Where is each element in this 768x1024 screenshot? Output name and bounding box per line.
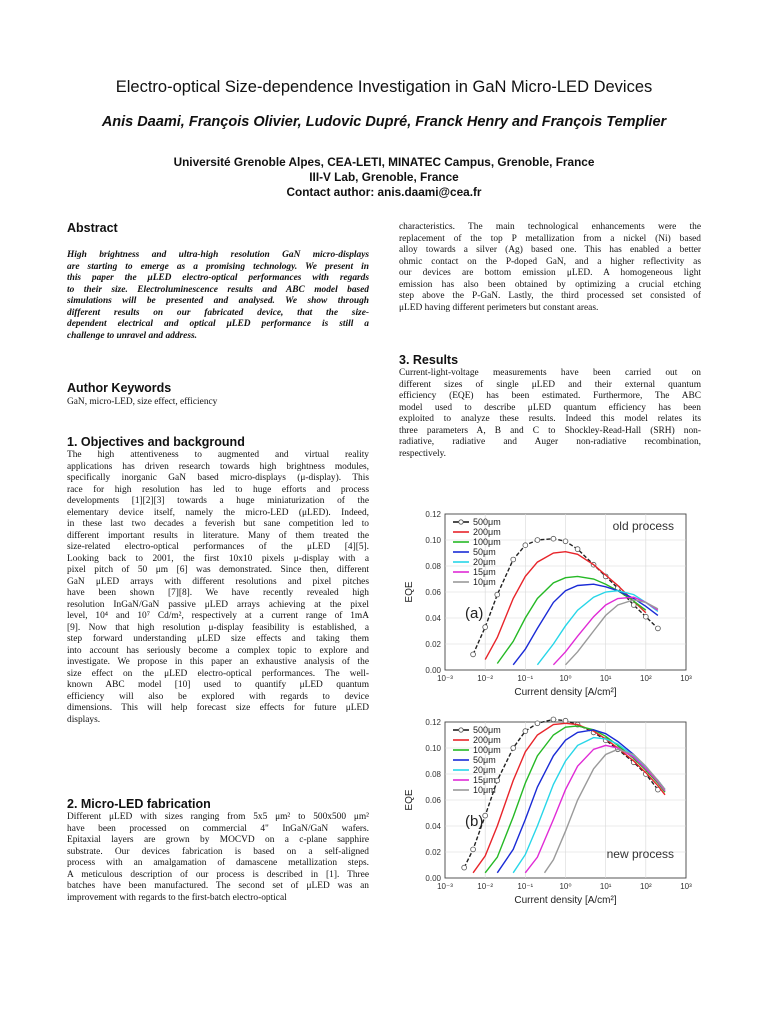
text-line: [9]. Now that high resolution μ-display feasibility is established, a (67, 622, 369, 633)
author-list: Anis Daami, François Olivier, Ludovic Dupré, Franck Henry and François Templier (101, 114, 667, 130)
eqe-chart-b (400, 712, 702, 910)
data-point (462, 865, 467, 870)
x-axis-label: Current density [A/cm²] (514, 687, 617, 698)
x-tick-label: 10⁻¹ (517, 882, 534, 891)
y-tick-label: 0.06 (425, 796, 441, 805)
text-line: simulations will be presented and analysed. We show through (67, 296, 369, 306)
text-line: different results on our fabricated device, that the size- (67, 307, 369, 318)
data-point (483, 625, 488, 630)
process-label: new process (606, 847, 674, 861)
legend-label: 10μm (473, 577, 496, 587)
text-line: respectively. (399, 448, 447, 459)
data-point (511, 746, 516, 751)
text-line: dependent electrical and optical μLED performance is still a (67, 319, 369, 329)
x-tick-label: 10² (640, 882, 652, 891)
text-line: displays. (67, 714, 101, 725)
panel-label: (a) (465, 605, 484, 622)
x-axis-label: Current density [A/cm²] (514, 895, 617, 906)
text-line: investigate. We propose in this paper an exhaustive analysis of the (67, 657, 369, 667)
text-line: Current-light-voltage measurements have been carried out on (399, 368, 701, 378)
text-line: High brightness and ultra-high resolution GaN micro-displays (67, 250, 369, 260)
x-tick-label: 10⁰ (559, 882, 572, 891)
legend-label: 10μm (473, 785, 496, 795)
legend-marker (459, 520, 463, 524)
legend-label: 50μm (473, 755, 496, 765)
x-tick-label: 10¹ (599, 674, 612, 683)
text-line: efficiency will also be explored with regards to device (67, 691, 369, 702)
text-line: have been processed on commercial 4" InGaN/GaN wafers. (67, 823, 369, 834)
text-line: pixel pitch of 50 μm [6] was demonstrated. Since then, different (67, 565, 369, 575)
contact-author: Contact author: anis.daami@cea.fr (286, 185, 482, 199)
data-point (535, 721, 540, 726)
text-line: The high attentiveness to augmented and virtual reality (67, 450, 369, 460)
y-axis-label: EQE (404, 789, 415, 811)
section-3-heading: 3. Results (399, 353, 459, 367)
y-tick-label: 0.00 (425, 874, 441, 883)
data-point (551, 536, 556, 541)
data-point (483, 813, 488, 818)
text-line: substrate. Our devices fabrication is based on a self-aligned (67, 846, 369, 857)
section-2-heading: 2. Micro-LED fabrication (67, 797, 211, 811)
text-line: batches have been manufactured. The second set of μLED was an (67, 881, 369, 891)
text-line: exploited to analyze these results. Indeed this model relates its (399, 414, 701, 424)
text-line: process with an amalgamation of damascene metallization steps. (67, 858, 369, 868)
text-line: to their size. Electroluminescence results and ABC model based (67, 284, 369, 295)
text-line: different sizes of single μLED and their external quantum (399, 379, 701, 390)
text-line: alloy towards a silver (Ag) based one. This has enabled a better (399, 245, 701, 255)
data-point (471, 652, 476, 657)
x-tick-label: 10⁻² (477, 882, 494, 891)
y-tick-label: 0.06 (425, 588, 441, 597)
abstract-heading: Abstract (67, 221, 118, 235)
data-point (535, 538, 540, 543)
y-tick-label: 0.10 (425, 536, 441, 545)
text-line: dimensions. This will help forecast size effects for future μLED (67, 703, 369, 713)
legend-label: 200μm (473, 735, 501, 745)
data-point (563, 718, 568, 723)
x-tick-label: 10² (640, 674, 652, 683)
x-tick-label: 10³ (680, 674, 692, 683)
text-line: three parameters A, B and C to Shockley-Read-Hall (SRH) non- (399, 425, 701, 436)
y-tick-label: 0.00 (425, 666, 441, 675)
x-tick-label: 10⁻² (477, 674, 494, 683)
data-point (563, 539, 568, 544)
text-line: applications has driven research towards high brightness modules, (67, 461, 369, 472)
keywords-heading: Author Keywords (67, 381, 172, 395)
text-line: Different μLED with sizes ranging from 5x5 μm² to 500x500 μm² (67, 812, 369, 822)
data-point (656, 626, 661, 631)
x-tick-label: 10⁻³ (437, 882, 453, 891)
process-label: old process (612, 519, 674, 533)
y-tick-label: 0.08 (425, 770, 441, 779)
y-tick-label: 0.10 (425, 744, 441, 753)
text-line: elementary device itself, namely the micro-LED (μLED). Indeed, (67, 507, 369, 518)
eqe-figure-panel-a (400, 504, 702, 702)
text-line: this paper the μLED electro-optical performances with regards (67, 273, 369, 283)
text-line: step above the P-GaN. Lastly, the third processed set consisted of (399, 291, 701, 301)
y-tick-label: 0.02 (425, 848, 441, 857)
x-tick-label: 10⁻³ (437, 674, 453, 683)
data-point (471, 847, 476, 852)
text-line: Epitaxial layers are grown by MOCVD on a c-plane sapphire (67, 835, 369, 845)
text-line: resolution InGaN/GaN passive μLED arrays achieving at the pixel (67, 599, 369, 610)
text-line: ohmic contact on the P-doped GaN, and a higher reflectivity as (399, 256, 701, 267)
section-2-text (67, 812, 369, 904)
text-line: in these last two decades a feverish but sane competition led to (67, 519, 369, 529)
eqe-figure-panel-b (400, 712, 702, 910)
x-tick-label: 10³ (680, 882, 692, 891)
x-tick-label: 10¹ (599, 882, 612, 891)
section-2-continued-text (399, 222, 701, 314)
legend-label: 50μm (473, 547, 496, 557)
x-tick-label: 10⁰ (559, 674, 572, 683)
y-tick-label: 0.08 (425, 562, 441, 571)
legend-label: 100μm (473, 537, 501, 547)
legend-label: 500μm (473, 725, 501, 735)
legend-label: 500μm (473, 517, 501, 527)
y-tick-label: 0.12 (425, 510, 441, 519)
legend-label: 20μm (473, 765, 496, 775)
section-1-heading: 1. Objectives and background (67, 435, 245, 449)
data-point (495, 592, 500, 597)
text-line: challenge to unravel and address. (67, 330, 197, 341)
text-line: different important results in literature. Many of them treated the (67, 530, 369, 541)
text-line: have been shown [7][8]. We have recently revealed high (67, 588, 369, 598)
y-axis-label: EQE (404, 581, 415, 603)
legend-marker (459, 728, 463, 732)
data-point (511, 557, 516, 562)
data-point (575, 547, 580, 552)
text-line: efficiency (EQE) has been estimated. Furthermore, The ABC (399, 391, 701, 401)
text-line: model used to describe μLED quantum efficiency has been (399, 402, 701, 413)
section-3-text (399, 368, 701, 460)
text-line: are starting to emerge as a promising technology. We present in (67, 261, 369, 272)
affiliation-1: Université Grenoble Alpes, CEA-LETI, MINATEC Campus, Grenoble, France (173, 155, 595, 169)
text-line: level, 10⁴ and 10⁷ Cd/m², respectively at a current range of 1mA (67, 611, 369, 621)
data-point (643, 614, 648, 619)
abstract-text (67, 250, 369, 342)
text-line: improvement with regards to the first-batch electro-optical (67, 892, 287, 903)
text-line: step forward understanding μLED size effects and taking them (67, 634, 369, 644)
paper-title: Electro-optical Size-dependence Investigation in GaN Micro-LED Devices (115, 78, 653, 96)
legend-label: 15μm (473, 775, 496, 785)
affiliation-2: III-V Lab, Grenoble, France (309, 170, 459, 184)
text-line: μLED having different perimeters but constant areas. (399, 302, 599, 313)
section-1-text (67, 450, 369, 726)
legend-label: 200μm (473, 527, 501, 537)
keywords-text: GaN, micro-LED, size effect, efficiency (67, 397, 218, 407)
text-line: A meticulous description of our process is described in [1]. Three (67, 869, 369, 880)
data-point (523, 543, 528, 548)
text-line: race for high resolution has led to huge efforts and process (67, 484, 369, 495)
legend-label: 15μm (473, 567, 496, 577)
text-line: size-related electro-optical performances of the μLED [4][5]. (67, 542, 369, 552)
text-line: known ABC model [10] used to quantify μLED quantum (67, 680, 369, 690)
data-point (523, 729, 528, 734)
legend-label: 100μm (473, 745, 501, 755)
y-tick-label: 0.04 (425, 614, 441, 623)
y-tick-label: 0.02 (425, 640, 441, 649)
data-point (551, 717, 556, 722)
text-line: replacement of the top P metallization from a nickel (Ni) based (399, 233, 701, 244)
text-line: size effect on the μLED electro-optical performances. The well- (67, 668, 369, 679)
x-tick-label: 10⁻¹ (517, 674, 534, 683)
text-line: emission has also been obtained by optimizing a crucial etching (399, 279, 701, 290)
text-line: Looking back to 2001, the first 10x10 pixels μ-display with a (67, 553, 369, 564)
text-line: radiative, radiative and Auger non-radiative recombination, (399, 437, 701, 447)
panel-label: (b) (465, 813, 484, 830)
legend-label: 20μm (473, 557, 496, 567)
text-line: specifically inorganic GaN based micro-displays (μ-display). This (67, 473, 369, 483)
y-tick-label: 0.04 (425, 822, 441, 831)
text-line: into account has seriously become a complex topic to explore and (67, 645, 369, 656)
y-tick-label: 0.12 (425, 718, 441, 727)
eqe-chart-a (400, 504, 702, 702)
text-line: developments [1][2][3] towards a huge miniaturization of the (67, 496, 369, 506)
text-line: GaN μLED arrays with different resolutions and pixel pitches (67, 576, 369, 587)
text-line: our devices are bottom emission μLED. A homogeneous light (399, 268, 701, 278)
text-line: characteristics. The main technological enhancements were the (399, 222, 701, 232)
